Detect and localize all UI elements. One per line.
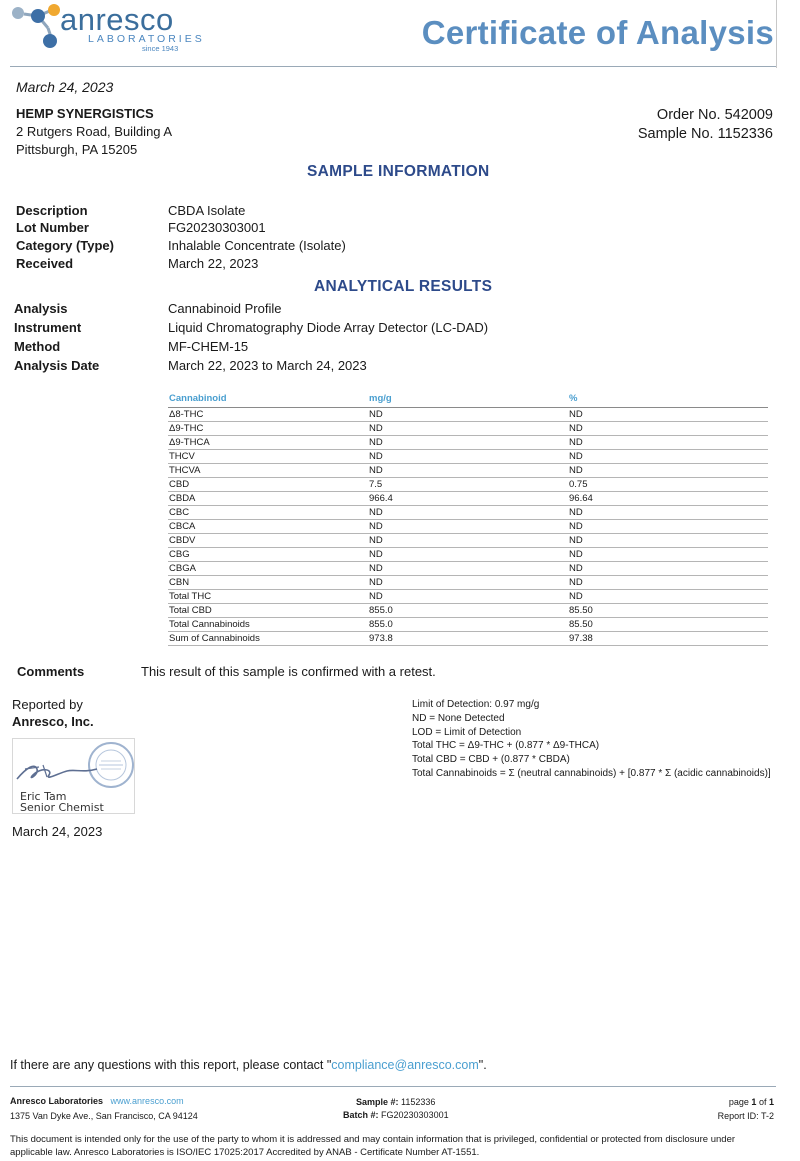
cannabinoid-name: THCVA	[169, 465, 201, 476]
percent-value: ND	[569, 577, 583, 588]
percent-value: 96.64	[569, 493, 593, 504]
percent-value: ND	[569, 521, 583, 532]
cannabinoid-name: CBDA	[169, 493, 196, 504]
percent-value: 85.50	[569, 605, 593, 616]
mg-per-g-value: ND	[369, 591, 383, 602]
mg-per-g-value: 7.5	[369, 479, 383, 490]
client-address-line2: Pittsburgh, PA 15205	[16, 142, 138, 157]
note-total-cannabinoids: Total Cannabinoids = Σ (neutral cannabinoids) + [0.877 * Σ (acidic cannabinoids)]	[412, 768, 771, 779]
mg-per-g-value: ND	[369, 451, 383, 462]
comments-label: Comments	[17, 664, 85, 679]
cannabinoid-name: Sum of Cannabinoids	[169, 633, 260, 644]
header-percent: %	[569, 393, 578, 404]
signed-date: March 24, 2023	[12, 824, 103, 839]
mg-per-g-value: ND	[369, 521, 383, 532]
footer-page	[729, 1097, 774, 1107]
header-divider	[10, 66, 776, 67]
signer-title: Senior Chemist	[20, 801, 104, 814]
received-label: Received	[16, 256, 74, 271]
cannabinoid-name: CBD	[169, 479, 190, 490]
contact-suffix: ".	[478, 1058, 487, 1072]
instrument-label: Instrument	[14, 320, 82, 335]
method-value: MF-CHEM-15	[168, 339, 249, 354]
mg-per-g-value: 973.8	[369, 633, 393, 644]
compliance-email-link[interactable]: compliance@anresco.com	[331, 1058, 479, 1072]
percent-value: ND	[569, 591, 583, 602]
logo-subtitle: LABORATORIES	[88, 33, 205, 45]
category-value: Inhalable Concentrate (Isolate)	[168, 238, 346, 253]
percent-value: ND	[569, 549, 583, 560]
cannabinoid-name: CBG	[169, 549, 190, 560]
header-mg-per-g: mg/g	[369, 393, 392, 404]
footer-batch-value: FG20230303001	[381, 1110, 449, 1120]
sample-number: Sample No. 1152336	[637, 126, 773, 142]
mg-per-g-value: ND	[369, 507, 383, 518]
footer-page-word: page	[728, 1097, 749, 1107]
mg-per-g-value: ND	[369, 409, 383, 420]
mg-per-g-value: ND	[369, 563, 383, 574]
table-row	[168, 632, 768, 646]
cannabinoid-name: CBGA	[169, 563, 196, 574]
order-number: Order No. 542009	[656, 107, 773, 123]
percent-value: ND	[569, 507, 583, 518]
mg-per-g-value: ND	[369, 535, 383, 546]
sample-information-title: SAMPLE INFORMATION	[307, 163, 490, 180]
footer-page-of: of	[758, 1097, 767, 1107]
cannabinoid-name: Total CBD	[169, 605, 212, 616]
instrument-value: Liquid Chromatography Diode Array Detector (LC-DAD)	[168, 320, 489, 335]
table-row	[168, 436, 768, 450]
reporting-company: Anresco, Inc.	[12, 714, 94, 729]
mg-per-g-value: 855.0	[369, 605, 393, 616]
footer-disclaimer: This document is intended only for the use of the party to whom it is addressed and may contain information that is privileged, confidential or protected from disclosure under applicable law. Anresco Laboratories is ISO/IEC 17025:2017 Accredited by ANAB - Certificate Number AT-1551.	[10, 1134, 736, 1158]
footer-sample-value: 1152336	[401, 1097, 436, 1107]
table-row	[168, 534, 768, 548]
header-cannabinoid: Cannabinoid	[169, 393, 227, 404]
mg-per-g-value: ND	[369, 549, 383, 560]
logo-since: since 1943	[142, 44, 179, 53]
table-row	[168, 604, 768, 618]
cannabinoid-name: THCV	[169, 451, 195, 462]
footer-batch	[343, 1110, 449, 1120]
percent-value: 97.38	[569, 633, 593, 644]
lot-number-label: Lot Number	[16, 220, 89, 235]
table-row	[168, 590, 768, 604]
mg-per-g-value: ND	[369, 577, 383, 588]
note-lod: Limit of Detection: 0.97 mg/g	[412, 699, 540, 710]
method-label: Method	[14, 339, 61, 354]
table-row	[168, 562, 768, 576]
footer-page-current: 1	[751, 1097, 757, 1107]
cannabinoid-name: Δ9-THC	[169, 423, 204, 434]
table-row	[168, 464, 768, 478]
footer-website-link[interactable]: www.anresco.com	[110, 1096, 184, 1106]
comments-text: This result of this sample is confirmed with a retest.	[141, 664, 436, 679]
client-name: HEMP SYNERGISTICS	[16, 106, 154, 121]
percent-value: ND	[569, 465, 583, 476]
cannabinoid-name: Total THC	[169, 591, 212, 602]
client-address-line1: 2 Rutgers Road, Building A	[16, 124, 173, 139]
percent-value: 0.75	[569, 479, 588, 490]
footer-address: 1375 Van Dyke Ave., San Francisco, CA 94124	[10, 1111, 198, 1121]
cannabinoid-name: Δ9-THCA	[169, 437, 210, 448]
received-value: March 22, 2023	[168, 256, 259, 271]
signer-name: Eric Tam	[20, 790, 67, 803]
header-edge-line	[776, 0, 777, 68]
cannabinoid-name: CBDV	[169, 535, 196, 546]
table-row	[168, 618, 768, 632]
table-row	[168, 422, 768, 436]
footer-company-line	[10, 1096, 184, 1106]
lot-number-value: FG20230303001	[168, 220, 266, 235]
cannabinoid-name: CBCA	[169, 521, 196, 532]
table-row	[168, 548, 768, 562]
footer-company: Anresco Laboratories	[10, 1096, 104, 1106]
table-row	[168, 450, 768, 464]
cannabinoid-name: Δ8-THC	[169, 409, 204, 420]
table-row	[168, 478, 768, 492]
mg-per-g-value: ND	[369, 465, 383, 476]
table-row	[168, 520, 768, 534]
footer-report-id: Report ID: T-2	[717, 1111, 774, 1121]
table-row	[168, 576, 768, 590]
description-value: CBDA Isolate	[168, 203, 246, 218]
contact-line	[10, 1058, 487, 1072]
description-label: Description	[16, 203, 88, 218]
analysis-value: Cannabinoid Profile	[168, 301, 282, 316]
report-date: March 24, 2023	[16, 79, 114, 95]
percent-value: ND	[569, 423, 583, 434]
analysis-date-value: March 22, 2023 to March 24, 2023	[168, 358, 367, 373]
footer-sample	[356, 1097, 435, 1107]
mg-per-g-value: ND	[369, 437, 383, 448]
cannabinoid-name: CBN	[169, 577, 190, 588]
footer-divider	[10, 1086, 776, 1087]
table-row	[168, 492, 768, 506]
table-row	[168, 506, 768, 520]
percent-value: ND	[569, 437, 583, 448]
percent-value: ND	[569, 563, 583, 574]
mg-per-g-value: ND	[369, 423, 383, 434]
category-label: Category (Type)	[16, 238, 114, 253]
analytical-results-title: ANALYTICAL RESULTS	[314, 278, 493, 295]
note-nd: ND = None Detected	[412, 713, 505, 724]
contact-prefix: If there are any questions with this report, please contact "	[10, 1058, 332, 1072]
note-total-thc: Total THC = Δ9-THC + (0.877 * Δ9-THCA)	[412, 740, 600, 751]
footer-page-total: 1	[768, 1097, 774, 1107]
logo-wordmark: anresco	[60, 2, 174, 37]
footer-sample-label: Sample #:	[356, 1097, 399, 1107]
percent-value: 85.50	[569, 619, 593, 630]
cannabinoid-name: Total Cannabinoids	[169, 619, 250, 630]
percent-value: ND	[569, 409, 583, 420]
analysis-label: Analysis	[14, 301, 68, 316]
table-row	[168, 408, 768, 422]
mg-per-g-value: 966.4	[369, 493, 393, 504]
note-lod-definition: LOD = Limit of Detection	[412, 727, 522, 738]
molecule-logo-icon	[10, 2, 62, 52]
mg-per-g-value: 855.0	[369, 619, 393, 630]
cannabinoid-results-table	[168, 392, 768, 646]
anresco-logo	[10, 2, 205, 57]
percent-value: ND	[569, 451, 583, 462]
table-header	[168, 392, 768, 408]
document-title: Certificate of Analysis	[421, 14, 774, 51]
footer-batch-label: Batch #:	[343, 1110, 379, 1120]
note-total-cbd: Total CBD = CBD + (0.877 * CBDA)	[412, 754, 570, 765]
percent-value: ND	[569, 535, 583, 546]
reported-by-label: Reported by	[12, 697, 83, 712]
cannabinoid-name: CBC	[169, 507, 190, 518]
analysis-date-label: Analysis Date	[14, 358, 100, 373]
